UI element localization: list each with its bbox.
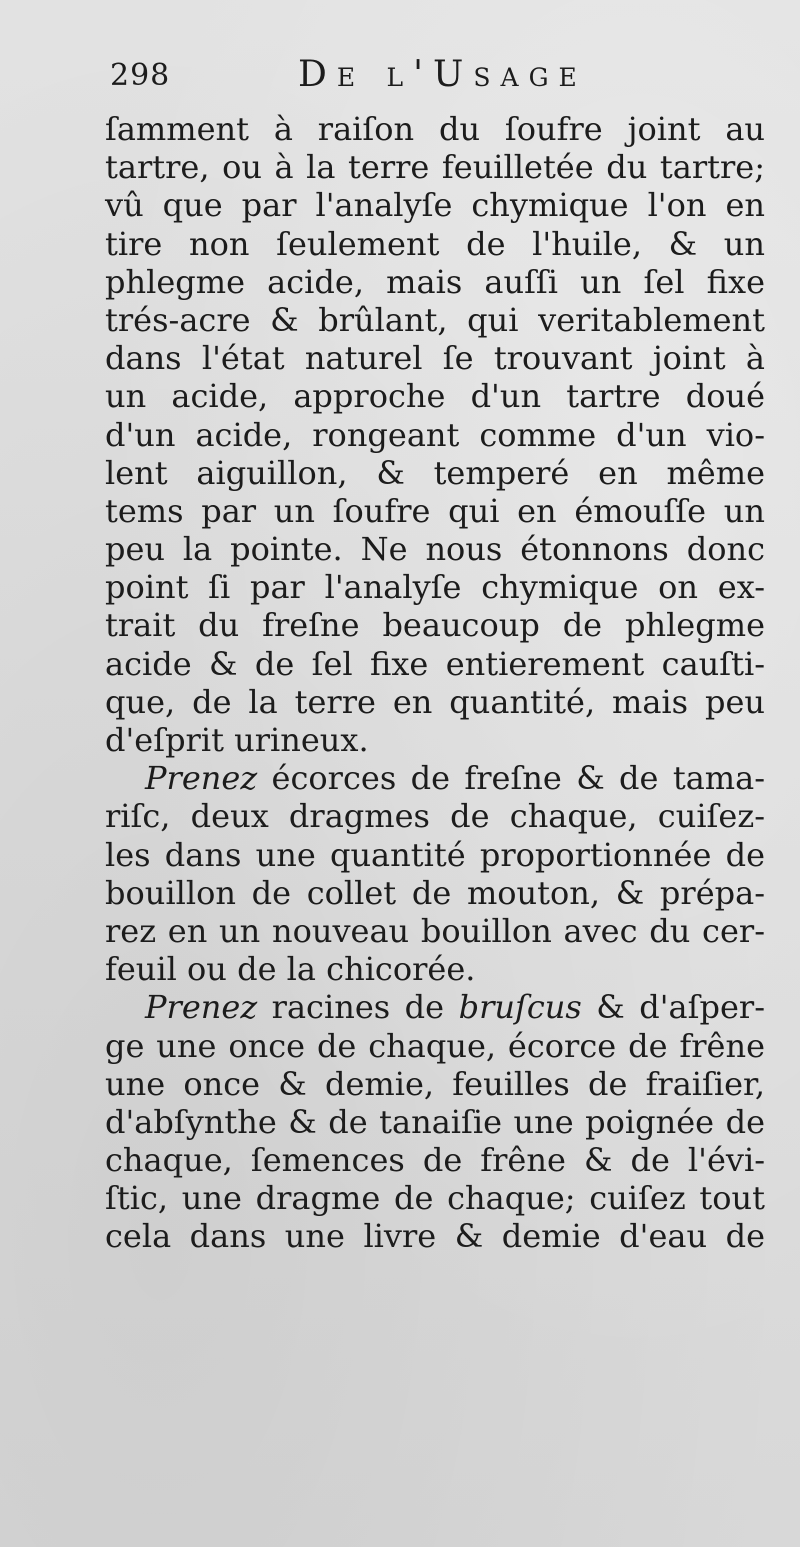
text-line: tire non ſeulement de l'huile, & un: [105, 224, 765, 263]
text-line: phlegme acide, mais auſſi un ſel fixe: [105, 262, 765, 301]
paragraph-first-line: [105, 759, 765, 797]
text-line: point ſi par l'analyſe chymique on ex-: [105, 568, 765, 607]
text-span: & d'aſper-: [581, 988, 765, 1027]
text-line: les dans une quantité proportionnée de: [105, 835, 765, 874]
text-line: tems par un ſoufre qui en émouſſe un: [105, 491, 765, 530]
text-line: peu la pointe. Ne nous étonnons donc: [105, 530, 765, 569]
text-line: vû que par l'analyſe chymique l'on en: [105, 186, 765, 225]
text-line: que, de la terre en quantité, mais peu: [105, 682, 765, 721]
text-line: d'un acide, rongeant comme d'un vio-: [105, 415, 765, 454]
paragraph-lead: Prenez: [145, 988, 258, 1027]
text-line: d'eſprit urineux.: [105, 721, 369, 759]
text-line: dans l'état naturel ſe trouvant joint à: [105, 339, 765, 378]
text-line: rez en un nouveau bouillon avec du cer-: [105, 911, 765, 950]
text-line: trés-acre & brûlant, qui veritablement: [105, 300, 765, 339]
text-line: d'abſynthe & de tanaiſie une poignée de: [105, 1102, 765, 1141]
page-header: [110, 54, 750, 108]
text-line: un acide, approche d'un tartre doué: [105, 377, 765, 416]
paragraph-first-line: [105, 988, 765, 1026]
body-text: [105, 110, 765, 1256]
running-head: De l'Usage: [298, 54, 587, 95]
italic-term: bruſcus: [458, 988, 582, 1027]
text-line: chaque, ſemences de frêne & de l'évi-: [105, 1141, 765, 1180]
text-line: trait du freſne beaucoup de phlegme: [105, 606, 765, 645]
paragraph-lead: Prenez: [145, 759, 258, 798]
text-line: feuil ou de la chicorée.: [105, 950, 476, 989]
text-line: acide & de ſel fixe entierement cauſti-: [105, 644, 765, 683]
text-line: une once & demie, feuilles de fraiſier,: [105, 1064, 765, 1103]
text-line: riſc, deux dragmes de chaque, cuiſez-: [105, 797, 765, 836]
text-line: tartre, ou à la terre feuilletée du tartre;: [105, 148, 765, 187]
text-line: bouillon de collet de mouton, & prépa-: [105, 873, 765, 912]
text-line: ſamment à raiſon du ſoufre joint au: [105, 110, 765, 148]
text-span: racines de: [257, 988, 459, 1027]
text-span: écorces de freſne & de tama-: [257, 759, 765, 798]
text-line: ſtic, une dragme de chaque; cuiſez tout: [105, 1179, 765, 1218]
text-line: lent aiguillon, & temperé en même: [105, 453, 765, 492]
page-number: 298: [110, 58, 171, 93]
text-line: ge une once de chaque, écorce de frêne: [105, 1026, 765, 1065]
text-line: cela dans une livre & demie d'eau de: [105, 1217, 765, 1256]
